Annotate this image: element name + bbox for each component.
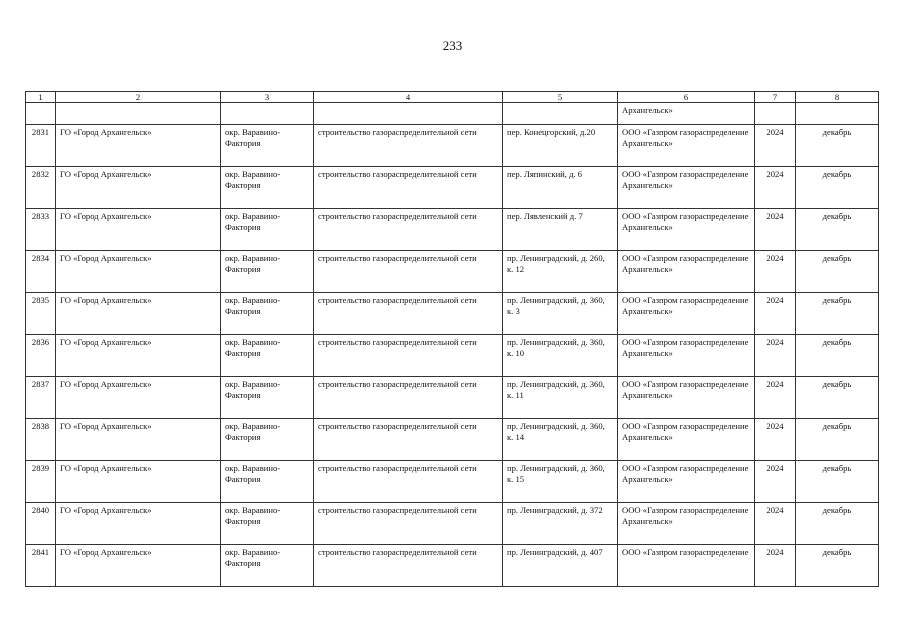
district-cell: окр. Варавино-Фактория (221, 377, 314, 419)
work-type-cell: строительство газораспределительной сети (314, 377, 503, 419)
district-cell: окр. Варавино-Фактория (221, 335, 314, 377)
year-cell: 2024 (755, 545, 796, 587)
organization-cell: ООО «Газпром газораспределение (618, 545, 755, 587)
header-row (26, 92, 879, 103)
row-number-cell: 2833 (26, 209, 56, 251)
year-cell: 2024 (755, 167, 796, 209)
municipality-cell: ГО «Город Архангельск» (56, 293, 221, 335)
address-cell: пер. Ляпинский, д. 6 (503, 167, 618, 209)
row-number-cell: 2841 (26, 545, 56, 587)
page-number: 233 (442, 38, 463, 53)
row-number-cell: 2832 (26, 167, 56, 209)
row-number-cell: 2838 (26, 419, 56, 461)
table-cell (26, 103, 56, 125)
organization-cell: ООО «Газпром газораспределение Архангельск» (618, 209, 755, 251)
month-cell: декабрь (796, 545, 879, 587)
table-row (26, 125, 879, 167)
organization-cell: ООО «Газпром газораспределение Архангельск» (618, 503, 755, 545)
address-cell: пр. Ленинградский, д. 260, к. 12 (503, 251, 618, 293)
organization-cell: ООО «Газпром газораспределение Архангельск» (618, 419, 755, 461)
year-cell: 2024 (755, 125, 796, 167)
district-cell: окр. Варавино-Фактория (221, 209, 314, 251)
organization-cell: ООО «Газпром газораспределение Архангельск» (618, 377, 755, 419)
municipality-cell: ГО «Город Архангельск» (56, 335, 221, 377)
table-row (26, 545, 879, 587)
year-cell: 2024 (755, 251, 796, 293)
table-cell (56, 103, 221, 125)
municipality-cell: ГО «Город Архангельск» (56, 461, 221, 503)
month-cell: декабрь (796, 503, 879, 545)
work-type-cell: строительство газораспределительной сети (314, 167, 503, 209)
year-cell: 2024 (755, 209, 796, 251)
row-number-cell: 2840 (26, 503, 56, 545)
month-cell: декабрь (796, 335, 879, 377)
table-row (26, 377, 879, 419)
district-cell: окр. Варавино-Фактория (221, 503, 314, 545)
work-type-cell: строительство газораспределительной сети (314, 503, 503, 545)
year-cell: 2024 (755, 377, 796, 419)
municipality-cell: ГО «Город Архангельск» (56, 545, 221, 587)
table-row (26, 461, 879, 503)
column-header: 6 (618, 92, 755, 103)
municipality-cell: ГО «Город Архангельск» (56, 251, 221, 293)
municipality-cell: ГО «Город Архангельск» (56, 167, 221, 209)
month-cell: декабрь (796, 461, 879, 503)
table-row (26, 503, 879, 545)
registry-table (25, 91, 879, 587)
address-cell: пр. Ленинградский, д. 360, к. 11 (503, 377, 618, 419)
table-cell (503, 103, 618, 125)
column-header: 5 (503, 92, 618, 103)
year-cell: 2024 (755, 503, 796, 545)
organization-cell: ООО «Газпром газораспределение Архангельск» (618, 461, 755, 503)
month-cell: декабрь (796, 419, 879, 461)
address-cell: пр. Ленинградский, д. 360, к. 10 (503, 335, 618, 377)
row-number-cell: 2837 (26, 377, 56, 419)
organization-cell: ООО «Газпром газораспределение Архангельск» (618, 167, 755, 209)
address-cell: пр. Ленинградский, д. 360, к. 15 (503, 461, 618, 503)
table-row (26, 167, 879, 209)
organization-cell: ООО «Газпром газораспределение Архангельск» (618, 293, 755, 335)
work-type-cell: строительство газораспределительной сети (314, 251, 503, 293)
column-header: 2 (56, 92, 221, 103)
district-cell: окр. Варавино-Фактория (221, 125, 314, 167)
work-type-cell: строительство газораспределительной сети (314, 125, 503, 167)
table-cell (314, 103, 503, 125)
table-cell (755, 103, 796, 125)
work-type-cell: строительство газораспределительной сети (314, 419, 503, 461)
work-type-cell: строительство газораспределительной сети (314, 293, 503, 335)
municipality-cell: ГО «Город Архангельск» (56, 125, 221, 167)
address-cell: пр. Ленинградский, д. 407 (503, 545, 618, 587)
year-cell: 2024 (755, 293, 796, 335)
row-number-cell: 2835 (26, 293, 56, 335)
municipality-cell: ГО «Город Архангельск» (56, 503, 221, 545)
organization-cell: ООО «Газпром газораспределение Архангельск» (618, 125, 755, 167)
table-row (26, 209, 879, 251)
district-cell: окр. Варавино-Фактория (221, 293, 314, 335)
column-header: 8 (796, 92, 879, 103)
row-number-cell: 2839 (26, 461, 56, 503)
address-cell: пер. Конецгорский, д.20 (503, 125, 618, 167)
column-header: 7 (755, 92, 796, 103)
row-number-cell: 2831 (26, 125, 56, 167)
work-type-cell: строительство газораспределительной сети (314, 335, 503, 377)
table-cell (796, 103, 879, 125)
table-row (26, 251, 879, 293)
year-cell: 2024 (755, 419, 796, 461)
district-cell: окр. Варавино-Фактория (221, 251, 314, 293)
year-cell: 2024 (755, 335, 796, 377)
row-number-cell: 2834 (26, 251, 56, 293)
address-cell: пер. Лявленский д. 7 (503, 209, 618, 251)
address-cell: пр. Ленинградский, д. 360, к. 14 (503, 419, 618, 461)
month-cell: декабрь (796, 209, 879, 251)
table-row (26, 419, 879, 461)
address-cell: пр. Ленинградский, д. 360, к. 3 (503, 293, 618, 335)
month-cell: декабрь (796, 377, 879, 419)
district-cell: окр. Варавино-Фактория (221, 419, 314, 461)
continuation-row (26, 103, 879, 125)
column-header: 4 (314, 92, 503, 103)
table-cell: Архангельск» (618, 103, 755, 125)
address-cell: пр. Ленинградский, д. 372 (503, 503, 618, 545)
district-cell: окр. Варавино-Фактория (221, 167, 314, 209)
month-cell: декабрь (796, 293, 879, 335)
month-cell: декабрь (796, 125, 879, 167)
month-cell: декабрь (796, 167, 879, 209)
work-type-cell: строительство газораспределительной сети (314, 461, 503, 503)
organization-cell: ООО «Газпром газораспределение Архангельск» (618, 335, 755, 377)
municipality-cell: ГО «Город Архангельск» (56, 209, 221, 251)
work-type-cell: строительство газораспределительной сети (314, 545, 503, 587)
district-cell: окр. Варавино-Фактория (221, 545, 314, 587)
organization-cell: ООО «Газпром газораспределение Архангельск» (618, 251, 755, 293)
column-header: 1 (26, 92, 56, 103)
municipality-cell: ГО «Город Архангельск» (56, 377, 221, 419)
district-cell: окр. Варавино-Фактория (221, 461, 314, 503)
table-row (26, 293, 879, 335)
table-cell (221, 103, 314, 125)
municipality-cell: ГО «Город Архангельск» (56, 419, 221, 461)
row-number-cell: 2836 (26, 335, 56, 377)
year-cell: 2024 (755, 461, 796, 503)
month-cell: декабрь (796, 251, 879, 293)
column-header: 3 (221, 92, 314, 103)
table-row (26, 335, 879, 377)
work-type-cell: строительство газораспределительной сети (314, 209, 503, 251)
